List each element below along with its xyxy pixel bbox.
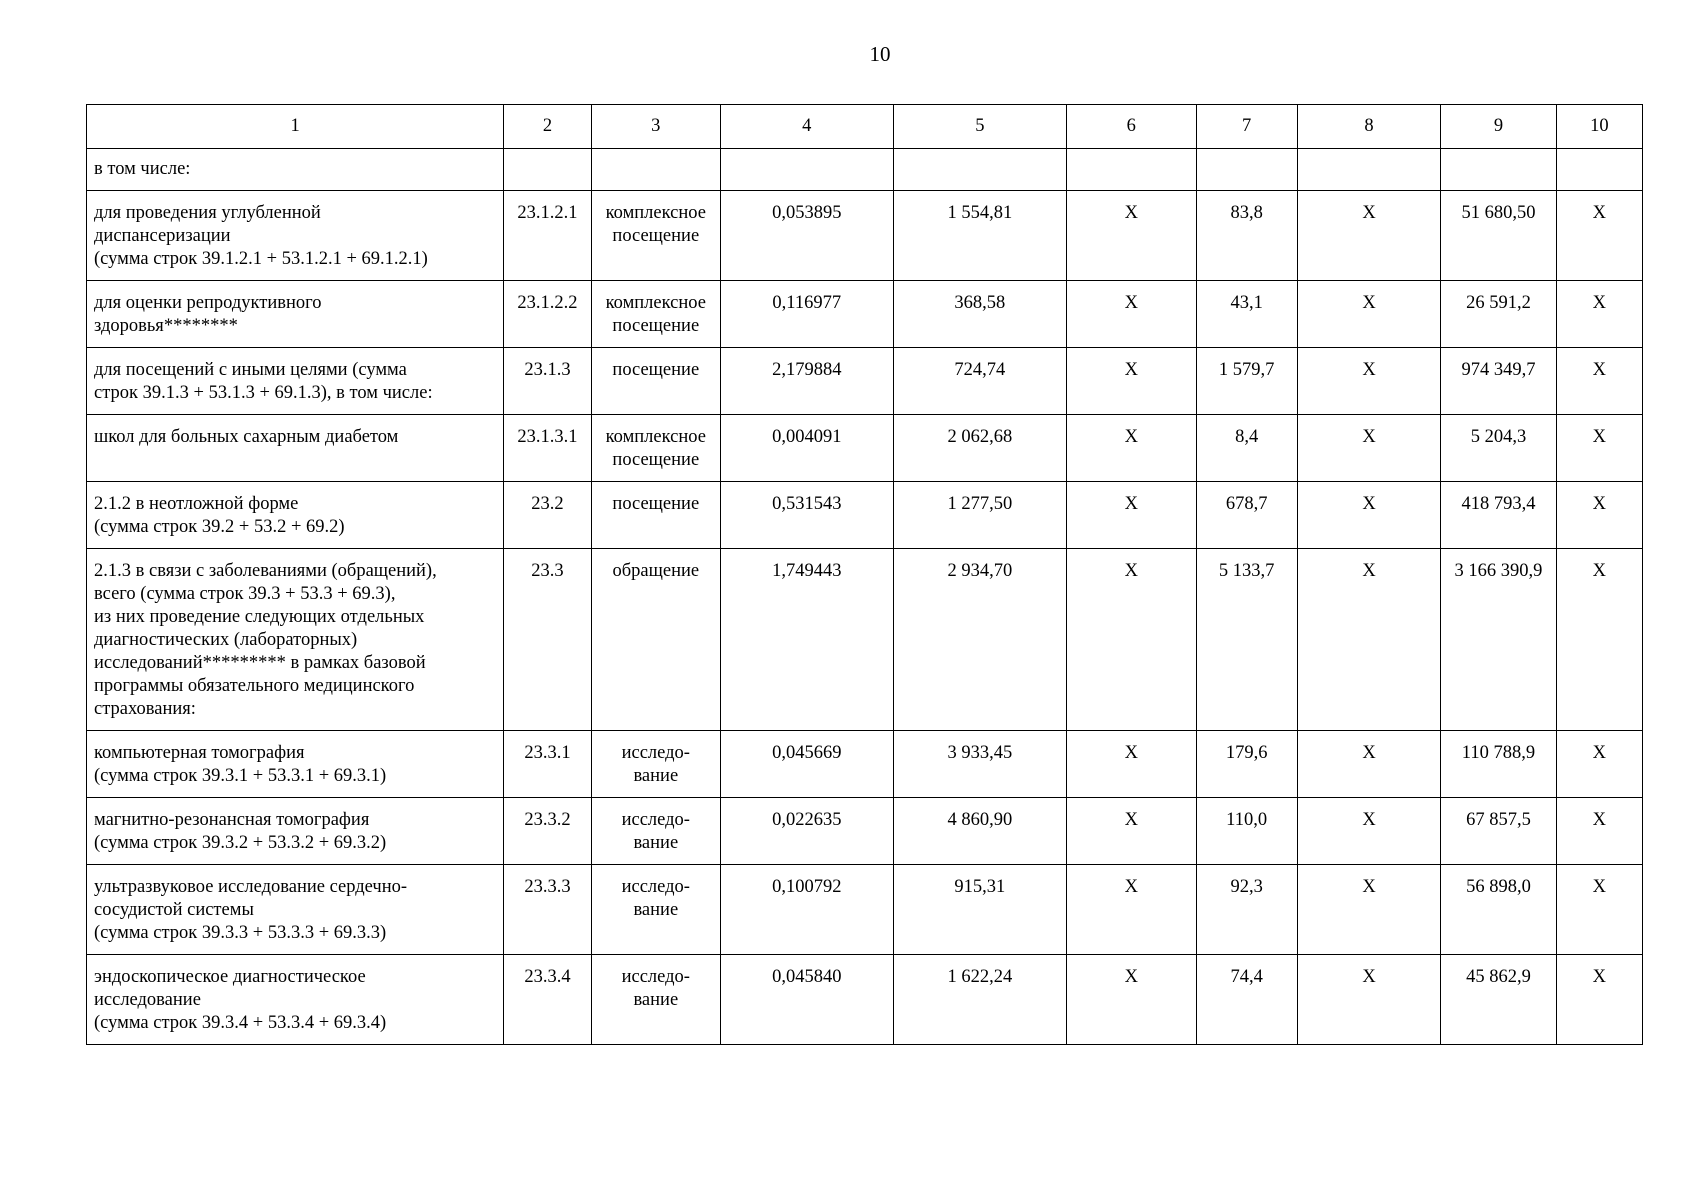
table-row: [87, 281, 1643, 348]
empty-cell: [1556, 149, 1642, 191]
row-value-cell: Х: [1297, 549, 1440, 731]
page-number: 10: [869, 42, 891, 66]
row-value-cell: 2 934,70: [893, 549, 1067, 731]
row-value-cell: Х: [1067, 731, 1196, 798]
row-value-cell: 0,045840: [721, 955, 894, 1045]
row-code-cell: 23.3.1: [504, 731, 591, 798]
row-value-cell: Х: [1556, 549, 1642, 731]
row-value-cell: Х: [1297, 415, 1440, 482]
row-code-cell: 23.1.2.2: [504, 281, 591, 348]
row-unit-cell: исследо- вание: [591, 955, 720, 1045]
row-unit-cell: обращение: [591, 549, 720, 731]
row-value-cell: Х: [1556, 348, 1642, 415]
empty-cell: [1441, 149, 1556, 191]
empty-cell: [1067, 149, 1196, 191]
row-value-cell: Х: [1297, 191, 1440, 281]
row-value-cell: 110,0: [1196, 798, 1297, 865]
row-value-cell: 0,053895: [721, 191, 894, 281]
row-value-cell: 67 857,5: [1441, 798, 1556, 865]
row-value-cell: Х: [1556, 731, 1642, 798]
empty-cell: [893, 149, 1067, 191]
section-row: [87, 149, 1643, 191]
column-header: 3: [591, 105, 720, 149]
row-code-cell: 23.1.2.1: [504, 191, 591, 281]
table-row: [87, 549, 1643, 731]
row-code-cell: 23.1.3: [504, 348, 591, 415]
row-value-cell: 74,4: [1196, 955, 1297, 1045]
table-row: [87, 798, 1643, 865]
row-value-cell: 2,179884: [721, 348, 894, 415]
row-value-cell: 3 166 390,9: [1441, 549, 1556, 731]
row-value-cell: 0,045669: [721, 731, 894, 798]
row-value-cell: 368,58: [893, 281, 1067, 348]
row-value-cell: Х: [1556, 281, 1642, 348]
table-row: [87, 955, 1643, 1045]
row-value-cell: Х: [1067, 865, 1196, 955]
row-value-cell: 1 554,81: [893, 191, 1067, 281]
row-value-cell: 418 793,4: [1441, 482, 1556, 549]
row-value-cell: 5 133,7: [1196, 549, 1297, 731]
row-value-cell: 4 860,90: [893, 798, 1067, 865]
row-name-cell: для посещений с иными целями (сумма строк 39.1.3 + 53.1.3 + 69.1.3), в том числе:: [87, 348, 504, 415]
row-unit-cell: комплексное посещение: [591, 191, 720, 281]
empty-cell: [721, 149, 894, 191]
column-header: 9: [1441, 105, 1556, 149]
row-value-cell: Х: [1556, 955, 1642, 1045]
table-row: [87, 191, 1643, 281]
row-value-cell: Х: [1556, 865, 1642, 955]
row-unit-cell: комплексное посещение: [591, 415, 720, 482]
row-value-cell: 179,6: [1196, 731, 1297, 798]
row-value-cell: Х: [1297, 865, 1440, 955]
row-value-cell: 43,1: [1196, 281, 1297, 348]
data-table: [86, 104, 1643, 1045]
row-value-cell: Х: [1067, 549, 1196, 731]
column-header: 4: [721, 105, 894, 149]
row-value-cell: 1 622,24: [893, 955, 1067, 1045]
row-code-cell: 23.2: [504, 482, 591, 549]
row-value-cell: 1 579,7: [1196, 348, 1297, 415]
column-header: 5: [893, 105, 1067, 149]
row-value-cell: Х: [1067, 281, 1196, 348]
table-row: [87, 348, 1643, 415]
row-value-cell: 0,116977: [721, 281, 894, 348]
row-value-cell: Х: [1067, 191, 1196, 281]
column-header: 1: [87, 105, 504, 149]
row-value-cell: 45 862,9: [1441, 955, 1556, 1045]
row-value-cell: 8,4: [1196, 415, 1297, 482]
row-value-cell: Х: [1067, 798, 1196, 865]
row-value-cell: 678,7: [1196, 482, 1297, 549]
row-unit-cell: исследо- вание: [591, 731, 720, 798]
row-value-cell: 1,749443: [721, 549, 894, 731]
row-value-cell: 51 680,50: [1441, 191, 1556, 281]
row-value-cell: 915,31: [893, 865, 1067, 955]
empty-cell: [504, 149, 591, 191]
row-value-cell: Х: [1556, 798, 1642, 865]
row-value-cell: 974 349,7: [1441, 348, 1556, 415]
column-header: 10: [1556, 105, 1642, 149]
row-code-cell: 23.1.3.1: [504, 415, 591, 482]
row-value-cell: Х: [1556, 191, 1642, 281]
row-name-cell: ультразвуковое исследование сердечно- сосудистой системы (сумма строк 39.3.3 + 53.3.3 + 69.3.3): [87, 865, 504, 955]
row-value-cell: 0,531543: [721, 482, 894, 549]
table-row: [87, 415, 1643, 482]
row-value-cell: 56 898,0: [1441, 865, 1556, 955]
row-value-cell: Х: [1067, 482, 1196, 549]
row-code-cell: 23.3: [504, 549, 591, 731]
row-value-cell: Х: [1297, 798, 1440, 865]
row-value-cell: 0,100792: [721, 865, 894, 955]
section-label: в том числе:: [87, 149, 504, 191]
row-unit-cell: посещение: [591, 348, 720, 415]
row-value-cell: 1 277,50: [893, 482, 1067, 549]
header-row: [87, 105, 1643, 149]
row-value-cell: 0,004091: [721, 415, 894, 482]
row-unit-cell: исследо- вание: [591, 798, 720, 865]
row-unit-cell: комплексное посещение: [591, 281, 720, 348]
row-value-cell: 83,8: [1196, 191, 1297, 281]
row-value-cell: 110 788,9: [1441, 731, 1556, 798]
row-value-cell: Х: [1297, 348, 1440, 415]
row-value-cell: Х: [1556, 415, 1642, 482]
row-value-cell: Х: [1556, 482, 1642, 549]
column-header: 6: [1067, 105, 1196, 149]
row-value-cell: 2 062,68: [893, 415, 1067, 482]
column-header: 2: [504, 105, 591, 149]
row-value-cell: 26 591,2: [1441, 281, 1556, 348]
table-row: [87, 731, 1643, 798]
row-value-cell: 92,3: [1196, 865, 1297, 955]
row-code-cell: 23.3.2: [504, 798, 591, 865]
row-code-cell: 23.3.3: [504, 865, 591, 955]
row-value-cell: Х: [1067, 348, 1196, 415]
row-value-cell: 724,74: [893, 348, 1067, 415]
row-name-cell: эндоскопическое диагностическое исследование (сумма строк 39.3.4 + 53.3.4 + 69.3.4): [87, 955, 504, 1045]
row-value-cell: Х: [1067, 415, 1196, 482]
row-value-cell: 3 933,45: [893, 731, 1067, 798]
column-header: 8: [1297, 105, 1440, 149]
row-unit-cell: посещение: [591, 482, 720, 549]
row-value-cell: Х: [1297, 955, 1440, 1045]
empty-cell: [591, 149, 720, 191]
table-row: [87, 865, 1643, 955]
empty-cell: [1196, 149, 1297, 191]
row-value-cell: Х: [1297, 482, 1440, 549]
row-value-cell: Х: [1067, 955, 1196, 1045]
row-name-cell: магнитно-резонансная томография (сумма строк 39.3.2 + 53.3.2 + 69.3.2): [87, 798, 504, 865]
column-header: 7: [1196, 105, 1297, 149]
row-code-cell: 23.3.4: [504, 955, 591, 1045]
row-name-cell: компьютерная томография (сумма строк 39.3.1 + 53.3.1 + 69.3.1): [87, 731, 504, 798]
empty-cell: [1297, 149, 1440, 191]
row-name-cell: для оценки репродуктивного здоровья********: [87, 281, 504, 348]
row-value-cell: 5 204,3: [1441, 415, 1556, 482]
row-name-cell: 2.1.2 в неотложной форме (сумма строк 39.2 + 53.2 + 69.2): [87, 482, 504, 549]
row-name-cell: для проведения углубленной диспансеризации (сумма строк 39.1.2.1 + 53.1.2.1 + 69.1.2.1): [87, 191, 504, 281]
row-value-cell: Х: [1297, 281, 1440, 348]
table-row: [87, 482, 1643, 549]
row-unit-cell: исследо- вание: [591, 865, 720, 955]
row-value-cell: 0,022635: [721, 798, 894, 865]
row-value-cell: Х: [1297, 731, 1440, 798]
row-name-cell: 2.1.3 в связи с заболеваниями (обращений), всего (сумма строк 39.3 + 53.3 + 69.3), из них проведение следующих отдельных диагностических (лабораторных) исследований********* в рамках базовой программы обязательного медицинского страхования:: [87, 549, 504, 731]
row-name-cell: школ для больных сахарным диабетом: [87, 415, 504, 482]
